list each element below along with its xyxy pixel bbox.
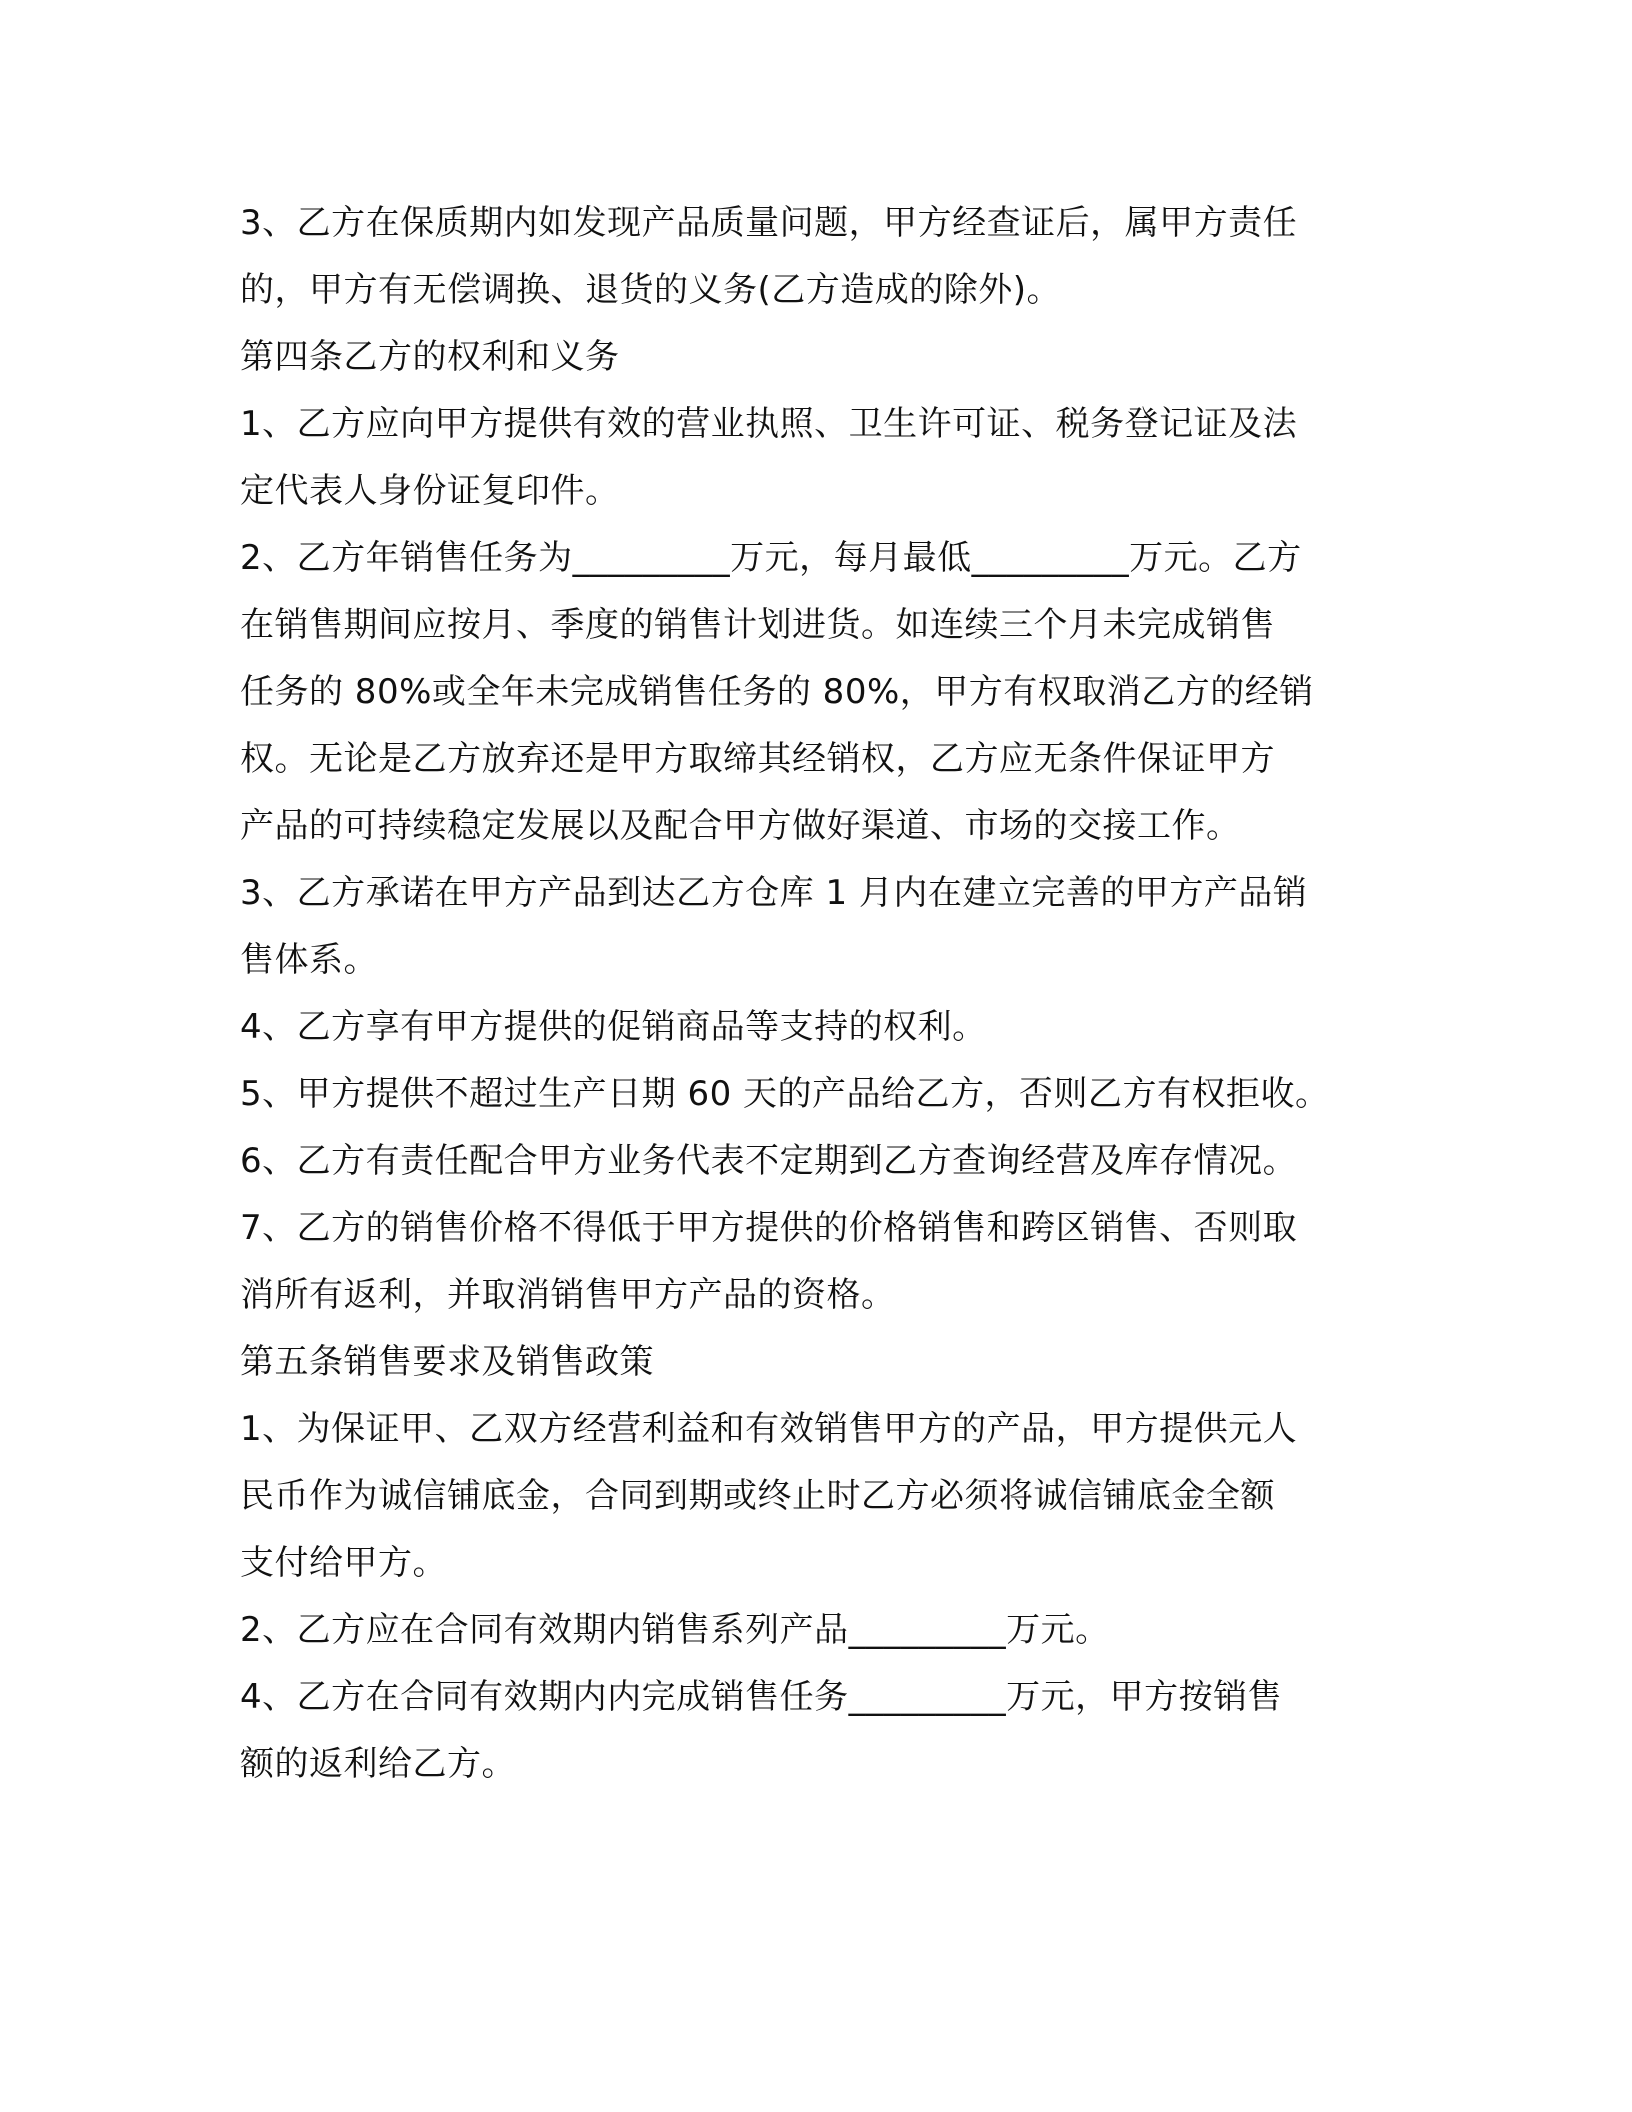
text-line: 任务的 80%或全年未完成销售任务的 80%，甲方有权取消乙方的经销 [240, 672, 1314, 712]
text-line: 1、乙方应向甲方提供有效的营业执照、卫生许可证、税务登记证及法 [240, 404, 1298, 444]
text-line: 1、为保证甲、乙双方经营利益和有效销售甲方的产品，甲方提供元人 [240, 1409, 1298, 1449]
text-line: 售体系。 [240, 940, 378, 980]
text-line: 2、乙方年销售任务为_________万元，每月最低_________万元。乙方 [240, 538, 1302, 578]
text-line: 7、乙方的销售价格不得低于甲方提供的价格销售和跨区销售、否则取 [240, 1208, 1298, 1248]
section-heading: 第五条销售要求及销售政策 [240, 1342, 654, 1382]
text-line: 民币作为诚信铺底金，合同到期或终止时乙方必须将诚信铺底金全额 [240, 1476, 1275, 1516]
text-line: 2、乙方应在合同有效期内销售系列产品_________万元。 [240, 1610, 1110, 1650]
text-line: 支付给甲方。 [240, 1543, 447, 1583]
text-line: 的，甲方有无偿调换、退货的义务(乙方造成的除外)。 [240, 270, 1062, 310]
text-line: 定代表人身份证复印件。 [240, 471, 620, 511]
text-line: 在销售期间应按月、季度的销售计划进货。如连续三个月未完成销售 [240, 605, 1275, 645]
text-line: 6、乙方有责任配合甲方业务代表不定期到乙方查询经营及库存情况。 [240, 1141, 1298, 1181]
text-line: 5、甲方提供不超过生产日期 60 天的产品给乙方，否则乙方有权拒收。 [240, 1074, 1330, 1114]
text-line: 额的返利给乙方。 [240, 1744, 516, 1784]
document-body [240, 190, 1390, 1798]
text-line: 3、乙方承诺在甲方产品到达乙方仓库 1 月内在建立完善的甲方产品销 [240, 873, 1308, 913]
text-line: 权。无论是乙方放弃还是甲方取缔其经销权，乙方应无条件保证甲方 [240, 739, 1275, 779]
text-line: 产品的可持续稳定发展以及配合甲方做好渠道、市场的交接工作。 [240, 806, 1241, 846]
text-line: 3、乙方在保质期内如发现产品质量问题，甲方经查证后，属甲方责任 [240, 203, 1298, 243]
text-line: 4、乙方享有甲方提供的促销商品等支持的权利。 [240, 1007, 987, 1047]
section-heading: 第四条乙方的权利和义务 [240, 337, 620, 377]
text-line: 消所有返利，并取消销售甲方产品的资格。 [240, 1275, 896, 1315]
text-line: 4、乙方在合同有效期内内完成销售任务_________万元，甲方按销售 [240, 1677, 1283, 1717]
